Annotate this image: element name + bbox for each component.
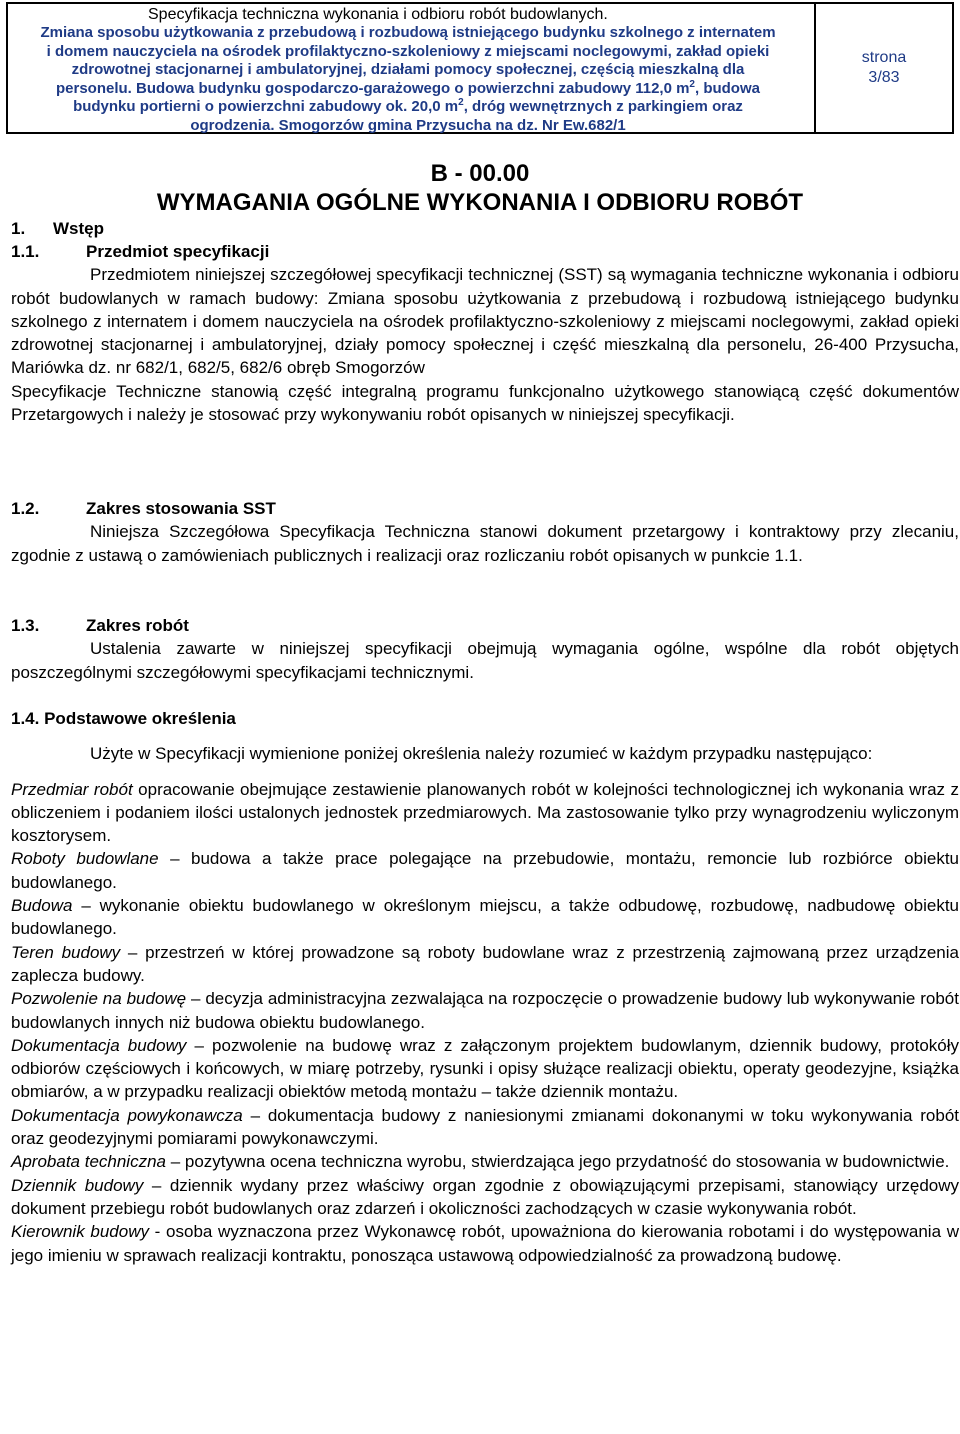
definition-item [11, 1174, 959, 1221]
definition-term: Pozwolenie na budowę [11, 989, 187, 1009]
definition-text: – pozytywna ocena techniczna wyrobu, stwierdzająca jego przydatność do stosowania w budownictwie. [166, 1152, 950, 1172]
section-1-2-paragraph: Niniejsza Szczegółowa Specyfikacja Techniczna stanowi dokument przetargowy i kontraktowy przy zlecaniu, zgodnie z ustawą o zamówieniach publicznych i realizacji oraz rozliczaniu robót opisanych w punkcie 1.1. [11, 522, 959, 565]
section-1-4-title: Podstawowe określenia [44, 709, 236, 728]
page-label: strona [861, 49, 907, 66]
definition-term: Roboty budowlane [11, 849, 159, 869]
section-1-3-paragraph: Ustalenia zawarte w niniejszej specyfikacji obejmują wymagania ogólne, wspólne dla robót objętych poszczególnymi szczegółowymi specyfikacjami technicznymi. [11, 639, 959, 682]
section-1-2-title: Zakres stosowania SST [86, 499, 276, 518]
section-1-4 [11, 707, 959, 1267]
definition-text: - osoba wyznaczona przez Wykonawcę robót, upoważniona do kierowania robotami i do występowania w jego imieniu w sprawach realizacji kontraktu, ponosząca ustawową odpowiedzialność za prowadzoną budowę. [11, 1222, 959, 1265]
section-1-title: Wstęp [53, 219, 104, 238]
header-desc-line: ogrodzenia. Smogorzów gmina Przysucha na dz. Nr Ew.682/1 [190, 116, 626, 134]
section-1-1 [11, 240, 959, 426]
definition-item [11, 894, 959, 941]
definition-item [11, 847, 959, 894]
definition-item [11, 778, 959, 848]
definitions-list [11, 778, 959, 1267]
page-number: 3/83 [868, 69, 900, 86]
header-desc-line: budynku portierni o powierzchni zabudowy ok. 20,0 $m^2$, dróg wewnętrznych z parkingiem oraz [73, 97, 743, 115]
section-1-3-heading: 1.3. Zakres robót [11, 616, 189, 635]
section-1-1-paragraph-2: Specyfikacje Techniczne stanowią część integralną programu funkcjonalno użytkowego stanowiącą część dokumentów Przetargowych i należy je stosować przy wykonywaniu robót opisanych w niniejszej specyfikacji. [11, 381, 959, 425]
definition-term: Teren budowy [11, 942, 121, 962]
document-code: B - 00.00 [430, 160, 530, 187]
section-1-2 [11, 497, 959, 567]
header-desc-line: Zmiana sposobu użytkowania z przebudową i rozbudową istniejącego budynku szkolnego z internatem [40, 24, 776, 41]
definition-term: Budowa [11, 896, 73, 916]
definition-item [11, 987, 959, 1034]
definition-term: Dokumentacja powykonawcza [11, 1105, 243, 1125]
document-title: WYMAGANIA OGÓLNE WYKONANIA I ODBIORU ROBÓT [156, 189, 804, 216]
definition-term: Dokumentacja budowy [11, 1035, 187, 1055]
definition-item [11, 1150, 959, 1173]
header-description [8, 24, 808, 135]
header-desc-line: i domem nauczyciela na ośrodek profilaktyczno-szkoleniowy z miejscami noclegowymi, zakład opieki [46, 42, 770, 60]
section-1-4-heading: 1.4. Podstawowe określenia [11, 709, 236, 728]
definition-text: – decyzja administracyjna zezwalająca na rozpoczęcie o prowadzenie budowy lub wykonywanie robót budowlanych innych niż budowa obiektu budowlanego. [11, 989, 959, 1032]
section-1-4-intro: Użyte w Specyfikacji wymienione poniżej określenia należy rozumieć w każdym przypadku następująco: [90, 744, 873, 764]
definition-text: – dziennik wydany przez właściwy organ zgodnie z obowiązującymi przepisami, stanowiący urzędowy dokument przebiegu robót budowlanych oraz zdarzeń i okoliczności zachodzących w czasie wykonywania robót. [11, 1175, 960, 1218]
definition-term: Kierownik budowy [11, 1222, 149, 1242]
definition-term: Dziennik budowy [11, 1175, 144, 1195]
definition-item [11, 941, 959, 988]
header-page-cell [816, 4, 952, 132]
header-title: Specyfikacja techniczna wykonania i odbioru robót budowlanych. [148, 6, 608, 23]
definition-item [11, 1220, 959, 1267]
definition-term: Aprobata techniczna [11, 1152, 166, 1172]
header-desc-line: personelu. Budowa budynku gospodarczo-garażowego o powierzchni zabudowy 112,0 $m^2$, budowa [56, 78, 760, 97]
header-left-cell [8, 4, 816, 132]
section-1-2-heading: 1.2. Zakres stosowania SST [11, 499, 276, 518]
definition-item [11, 1104, 959, 1151]
section-1-3-title: Zakres robót [86, 616, 189, 635]
definition-text: – dokumentacja budowy z naniesionymi zmianami dokonanymi w toku wykonywania robót oraz geodezyjnymi pomiarami powykonawczymi. [11, 1105, 960, 1149]
definition-text: – przestrzeń w której prowadzone są roboty budowlane wraz z przestrzenią zajmowaną przez urządzenia zaplecza budowy. [11, 942, 959, 985]
definition-term: Przedmiar robót [11, 779, 133, 799]
section-1-1-title: Przedmiot specyfikacji [86, 242, 270, 261]
section-1-3 [11, 614, 959, 684]
section-1-1-paragraph: Przedmiotem niniejszej szczegółowej specyfikacji technicznej (SST) są wymagania techniczne wykonania i odbioru robót budowlanych w ramach budowy: Zmiana sposobu użytkowania z przebudową i rozbudową istniejącego budynku szkolnego z internatem i domem nauczyciela na ośrodek profilaktyczno-szkoleniowy z miejscami noclegowymi, zakład opieki zdrowotnej stacjonarnej i ambulatoryjnej, działy pomocy społecznej i część mieszkalną dla personelu, 26-400 Przysucha, Mariówka dz. nr 682/1, 682/5, 682/6 obręb Smogorzów [11, 265, 959, 378]
definition-text: – pozwolenie na budowę wraz z załączonym projektem budowlanym, dziennik budowy, protokóły odbiorów częściowych i końcowych, w miarę potrzeby, rysunki i opisy służące realizacji obiektu, operaty geodezyjne, książka obmiarów, a w przypadku realizacji obiektów metodą montażu – także dziennik montażu. [11, 1035, 960, 1102]
header-desc-line: zdrowotnej stacjonarnej i ambulatoryjnej, działami pomocy społecznej, częścią mieszkalną dla [71, 61, 745, 78]
section-1-heading: 1. Wstęp [11, 219, 104, 238]
page-header [6, 2, 954, 134]
definition-text: opracowanie obejmujące zestawienie planowanych robót w kolejności technologicznej ich wykonania wraz z obliczeniem i podaniem ilości ustalonych jednostek przedmiarowych. Ma zastosowanie tylko przy wynagrodzeniu wyliczonym kosztorysem. [11, 779, 959, 846]
definition-text: – budowa a także prace polegające na przebudowie, montażu, remoncie lub rozbiórce obiektu budowlanego. [11, 849, 959, 892]
definition-item [11, 1034, 959, 1104]
section-1-1-heading: 1.1. Przedmiot specyfikacji [11, 242, 270, 261]
definition-text: – wykonanie obiektu budowlanego w określonym miejscu, a także odbudowę, rozbudowę, nadbudowę obiektu budowlanego. [11, 896, 959, 939]
